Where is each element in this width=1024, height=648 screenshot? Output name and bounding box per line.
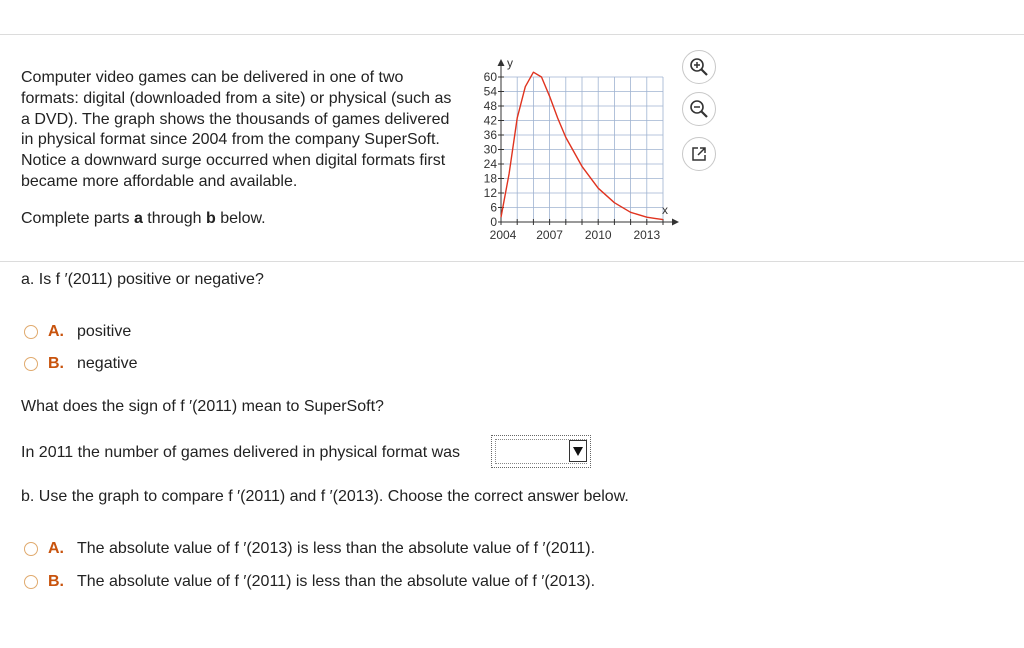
instruction-part-a: a — [133, 210, 143, 227]
y-tick-label: 60 — [483, 70, 497, 84]
y-tick-label: 0 — [490, 215, 497, 229]
problem-line: in physical format since 2004 from the company SuperSoft. — [21, 131, 440, 149]
problem-line: formats: digital (downloaded from a site) or physical (such as — [21, 89, 452, 107]
instruction — [21, 210, 266, 228]
option-letter: A. — [48, 540, 64, 557]
x-tick-label: 2013 — [633, 228, 661, 242]
option-text: negative — [77, 355, 138, 372]
radio-button[interactable] — [24, 542, 38, 556]
option-text: positive — [77, 323, 132, 340]
x-tick-label: 2010 — [584, 228, 612, 242]
x-tick-label: 2004 — [489, 228, 517, 242]
instruction-text: through — [142, 210, 206, 227]
answer-dropdown[interactable] — [491, 435, 591, 468]
option-letter: A. — [48, 323, 64, 340]
dropdown-arrow-button[interactable] — [569, 440, 587, 462]
y-tick-label: 30 — [483, 142, 497, 157]
fill-sentence: In 2011 the number of games delivered in physical format was — [21, 444, 461, 461]
x-tick-label: 2007 — [536, 228, 563, 242]
games-graph — [476, 52, 681, 252]
zoom-out-icon — [689, 99, 709, 119]
part-a-option-b[interactable] — [24, 355, 138, 373]
x-axis-arrow — [672, 219, 679, 226]
y-tick-label: 48 — [483, 99, 497, 113]
instruction-text: Complete parts — [21, 210, 134, 227]
instruction-text: below. — [215, 210, 266, 227]
zoom-in-button[interactable] — [682, 50, 716, 84]
problem-line: a DVD). The graph shows the thousands of games delivered — [21, 110, 450, 128]
problem-line: became more affordable and available. — [21, 172, 298, 190]
y-tick-label: 12 — [483, 186, 497, 200]
option-text: The absolute value of f ′(2013) is less than the absolute value of f ′(2011). — [77, 540, 596, 557]
part-a-question: a. Is f ′(2011) positive or negative? — [21, 271, 264, 288]
y-tick-label: 54 — [483, 84, 497, 99]
instruction-part-b: b — [206, 210, 216, 227]
part-b-option-b[interactable] — [24, 573, 595, 591]
y-tick-label: 24 — [483, 157, 497, 171]
part-a-option-a[interactable] — [24, 323, 131, 341]
popout-button[interactable] — [682, 137, 716, 171]
option-letter: B. — [48, 355, 64, 372]
section-divider — [0, 261, 1024, 262]
y-axis-label: y — [507, 56, 513, 70]
problem-statement — [21, 68, 481, 193]
option-letter: B. — [48, 573, 64, 590]
option-text: The absolute value of f ′(2011) is less than the absolute value of f ′(2013). — [77, 573, 596, 590]
part-b-option-a[interactable] — [24, 540, 595, 558]
radio-button[interactable] — [24, 575, 38, 589]
external-link-icon — [690, 145, 708, 163]
y-tick-label: 18 — [483, 171, 497, 186]
y-tick-label: 36 — [483, 128, 497, 142]
part-b-question: b. Use the graph to compare f ′(2011) and f ′(2013). Choose the correct answer below. — [21, 488, 629, 505]
meaning-question: What does the sign of f ′(2011) mean to SuperSoft? — [21, 398, 384, 415]
radio-button[interactable] — [24, 325, 38, 339]
y-tick-label: 42 — [483, 113, 497, 128]
x-axis-label: x — [662, 203, 668, 217]
triangle-down-icon — [572, 445, 584, 457]
y-axis-arrow — [498, 59, 505, 66]
zoom-in-icon — [689, 57, 709, 77]
zoom-out-button[interactable] — [682, 92, 716, 126]
problem-line: Notice a downward surge occurred when digital formats first — [21, 152, 446, 170]
radio-button[interactable] — [24, 357, 38, 371]
problem-line: Computer video games can be delivered in one of two — [21, 69, 404, 86]
top-divider — [0, 34, 1024, 35]
y-tick-label: 6 — [490, 200, 497, 215]
